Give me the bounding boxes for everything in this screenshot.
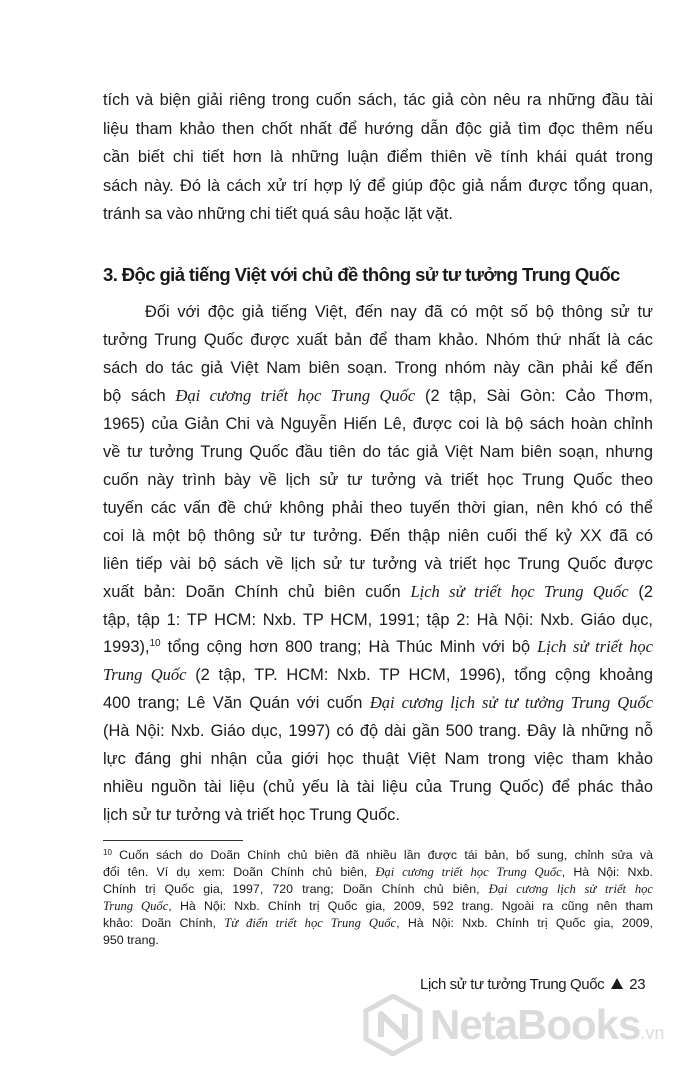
body-text-line: tránh sa vào những chi tiết quá sâu hoặc lặt vặt. — [103, 205, 453, 223]
body-text-line: tuyến các vấn đề chứ không phải theo tuyến thời gian, nên khó có thể — [103, 499, 653, 517]
book-title: Đại cương lịch sử triết học — [488, 882, 654, 896]
text-run: xuất bản: Doãn Chính chủ biên cuốn — [103, 583, 411, 601]
text-run: , Hà Nội: Nxb. — [561, 865, 653, 879]
footnote-ref: 10 — [149, 638, 161, 649]
footnote-line — [103, 915, 653, 932]
text-run: Cuốn sách do Doãn Chính chủ biên đã nhiều lần được tái bản, bổ sung, chỉnh sửa và — [111, 848, 653, 862]
section-heading: 3. Độc giả tiếng Việt với chủ đề thông sử tư tưởng Trung Quốc — [103, 264, 620, 285]
text-run: tổng cộng hơn 800 trang; Hà Thúc Minh với bộ — [160, 638, 538, 656]
book-title: Lịch sử triết học — [537, 637, 653, 656]
triangle-icon — [611, 978, 623, 989]
body-text-line — [103, 693, 653, 713]
footnote-line — [103, 881, 653, 898]
text-run: , Hà Nội: Nxb. Chính trị Quốc gia, 2009, 592 trang. Ngoài ra cũng nên tham — [168, 899, 653, 913]
footnote-line — [103, 847, 653, 864]
watermark-suffix: .vn — [640, 1023, 665, 1043]
book-title: Đại cương triết học Trung Quốc — [175, 386, 416, 405]
body-text-line: liệu tham khảo then chốt nhất để hướng dẫn độc giả tìm đọc thêm nếu — [103, 120, 653, 138]
body-text-line: 1965) của Giản Chi và Nguyễn Hiến Lê, được coi là bộ sách hoàn chỉnh — [103, 415, 653, 433]
netabooks-logo-icon — [362, 994, 424, 1056]
text-run: bộ sách — [103, 387, 176, 405]
body-text-line: sách do tác giả Việt Nam biên soạn. Trong nhóm này cần phải kể đến — [103, 359, 653, 377]
page-number: 23 — [629, 976, 646, 993]
text-run: (2 tập, Sài Gòn: Cảo Thơm, — [415, 387, 653, 405]
body-text-line: về tư tưởng Trung Quốc đầu tiên do tác giả Việt Nam biên soạn, nhưng — [103, 443, 653, 461]
body-text-line: sách này. Đó là cách xử trí hợp lý để giúp độc giả nắm được tổng quan, — [103, 177, 653, 195]
body-text-line: cuốn này trình bày về lịch sử tư tưởng và triết học Trung Quốc theo — [103, 471, 653, 489]
watermark-brand: NetaBooks — [430, 1001, 641, 1048]
text-run: 400 trang; Lê Văn Quán với cuốn — [103, 694, 370, 712]
watermark-text — [430, 1000, 664, 1058]
body-text-line — [103, 665, 653, 685]
text-run: 1993), — [103, 638, 150, 656]
text-run: đổi tên. Ví dụ xem: Doãn Chính chủ biên, — [103, 865, 376, 879]
body-text-line: tưởng Trung Quốc được xuất bản để tham khảo. Nhóm thứ nhất là các — [103, 331, 653, 349]
running-title: Lịch sử tư tưởng Trung Quốc — [420, 976, 605, 993]
body-text-line: Đối với độc giả tiếng Việt, đến nay đã có một số bộ thông sử tư — [145, 303, 653, 321]
book-title: Đại cương triết học Trung Quốc — [375, 865, 562, 879]
body-text-line: tích và biện giải riêng trong cuốn sách, tác giả còn nêu ra những đầu tài — [103, 91, 653, 109]
body-text-line: tập, tập 1: TP HCM: Nxb. TP HCM, 1991; tập 2: Hà Nội: Nxb. Giáo dục, — [103, 611, 653, 629]
body-text-line — [103, 582, 653, 602]
body-text-line: lịch sử tư tưởng và triết học Trung Quốc. — [103, 806, 400, 824]
footnote-line — [103, 898, 653, 915]
book-title: Trung Quốc — [103, 665, 187, 684]
body-text-line: lực đáng ghi nhận của giới học thuật Việt Nam trong việc tham khảo — [103, 750, 653, 768]
body-text-line: (Hà Nội: Nxb. Giáo dục, 1997) có độ dài gần 500 trang. Đây là những nỗ — [103, 722, 653, 740]
body-text-line — [103, 637, 653, 657]
book-title: Đại cương lịch sử tư tưởng Trung Quốc — [369, 693, 653, 712]
text-run: (2 — [628, 583, 653, 601]
book-title: Trung Quốc — [103, 899, 169, 913]
body-text-line: nhiều nguồn tài liệu (chủ yếu là tài liệu của Trung Quốc) để phác thảo — [103, 778, 653, 796]
body-text-line — [103, 386, 653, 406]
watermark — [362, 992, 692, 1062]
text-run: khảo: Doãn Chính, — [103, 916, 225, 930]
footnote-divider — [103, 840, 243, 841]
body-text-line: cần biết chi tiết hơn là những luận điểm thiên về tính khái quát trong — [103, 148, 653, 166]
body-text-line: coi là một bộ thông sử tư tưởng. Đến thập niên cuối thế kỷ XX đã có — [103, 527, 653, 545]
footnote-line — [103, 864, 653, 881]
footnote-number: 10 — [103, 848, 112, 857]
book-title: Từ điển triết học Trung Quốc — [224, 916, 397, 930]
text-run: Chính trị Quốc gia, 1997, 720 trang; Doãn Chính chủ biên, — [103, 882, 489, 896]
footnote-line: 950 trang. — [103, 933, 159, 947]
text-run: , Hà Nội: Nxb. Chính trị Quốc gia, 2009, — [396, 916, 653, 930]
body-text-line: liên tiếp vài bộ sách về lịch sử tư tưởng và triết học Trung Quốc được — [103, 555, 653, 573]
book-title: Lịch sử triết học Trung Quốc — [410, 582, 629, 601]
text-run: (2 tập, TP. HCM: Nxb. TP HCM, 1996), tổng cộng khoảng — [186, 666, 653, 684]
